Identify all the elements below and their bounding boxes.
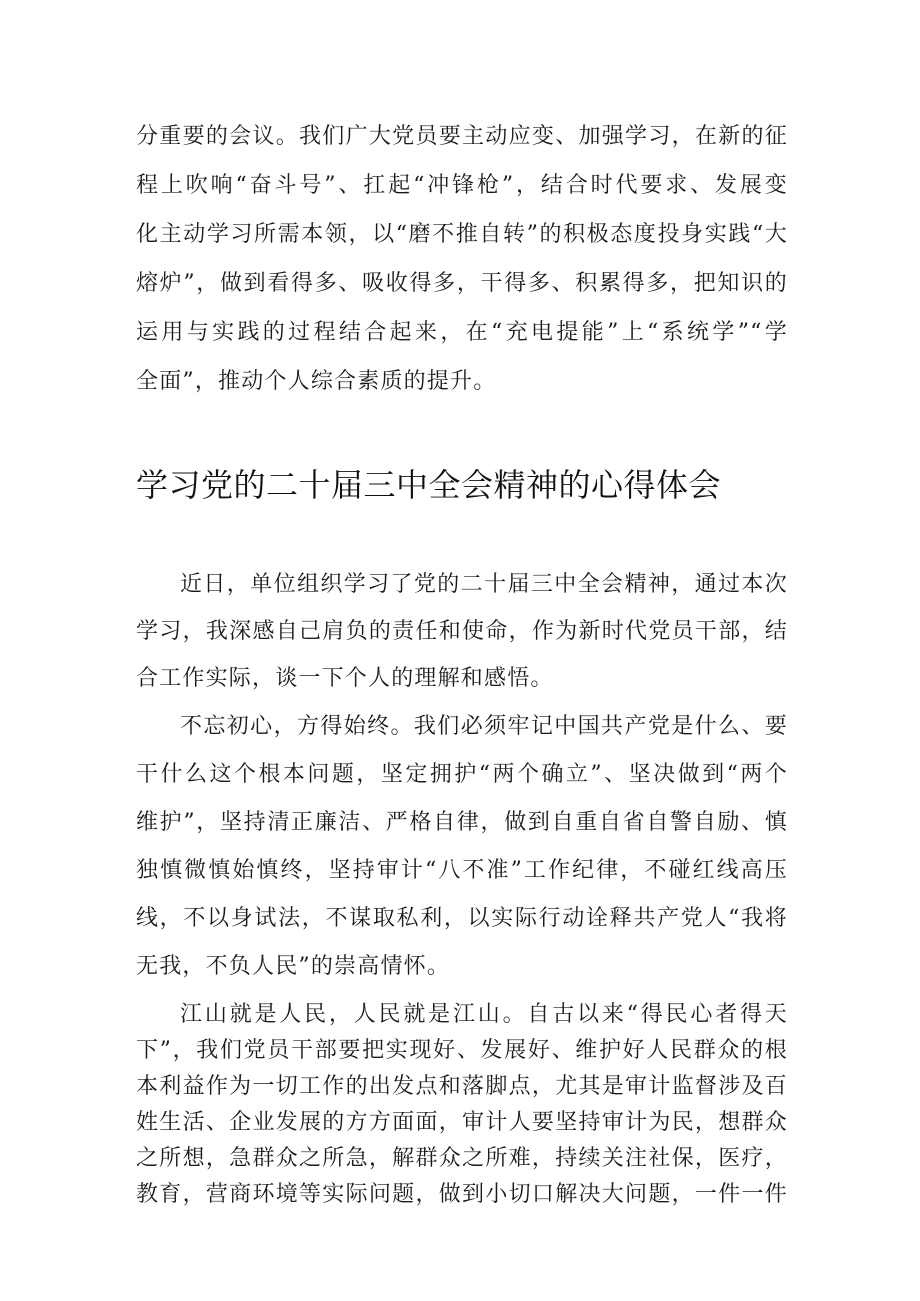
paragraph-line: 无我，不负人民”的崇高情怀。 — [136, 954, 451, 979]
paragraph-line: 学习，我深感自己肩负的责任和使命，作为新时代党员干部，结 — [136, 619, 788, 644]
paragraph-line: 姓生活、企业发展的方方面面，审计人要坚持审计为民，想群众 — [136, 1110, 788, 1135]
paragraph-line: 全面”，推动个人综合素质的提升。 — [136, 369, 497, 394]
paragraph-line: 近日，单位组织学习了党的二十届三中全会精神，通过本次 — [180, 572, 788, 597]
paragraph-line: 独慎微慎始慎终，坚持审计“八不准”工作纪律，不碰红线高压 — [136, 858, 788, 883]
paragraph-line: 不忘初心，方得始终。我们必须牢记中国共产党是什么、要 — [180, 714, 788, 739]
paragraph-line: 程上吹响“奋斗号”、扛起“冲锋枪”，结合时代要求、发展变 — [136, 173, 788, 198]
paragraph-line: 运用与实践的过程结合起来，在“充电提能”上“系统学”“学 — [136, 320, 788, 345]
paragraph-line: 教育，营商环境等实际问题，做到小切口解决大问题，一件一件 — [136, 1182, 788, 1207]
continuation-paragraph — [136, 112, 788, 406]
paragraph-line: 维护”，坚持清正廉洁、严格自律，做到自重自省自警自励、慎 — [136, 810, 788, 835]
paragraph-line: 合工作实际，谈一下个人的理解和感悟。 — [136, 666, 554, 691]
paragraph-line: 之所想，急群众之所急，解群众之所难，持续关注社保，医疗， — [136, 1146, 788, 1171]
paragraph-line: 线，不以身试法，不谋取私利，以实际行动诠释共产党人“我将 — [136, 906, 788, 931]
paragraph-line: 化主动学习所需本领，以“磨不推自转”的积极态度投身实践“大 — [136, 222, 788, 247]
paragraph-line: 本利益作为一切工作的出发点和落脚点，尤其是审计监督涉及百 — [136, 1074, 788, 1099]
paragraph-people — [136, 997, 788, 1213]
paragraph-line: 干什么这个根本问题，坚定拥护“两个确立”、坚决做到“两个 — [136, 762, 788, 787]
paragraph-original-aspiration — [136, 703, 788, 991]
paragraph-line: 江山就是人民，人民就是江山。自古以来“得民心者得天 — [180, 1002, 788, 1027]
article-title: 学习党的二十届三中全会精神的心得体会 — [136, 466, 722, 504]
paragraph-line: 下”，我们党员干部要把实现好、发展好、维护好人民群众的根 — [136, 1038, 788, 1063]
paragraph-intro — [136, 561, 788, 702]
paragraph-line: 熔炉”，做到看得多、吸收得多，干得多、积累得多，把知识的 — [136, 271, 788, 296]
paragraph-line: 分重要的会议。我们广大党员要主动应变、加强学习，在新的征 — [136, 124, 788, 149]
